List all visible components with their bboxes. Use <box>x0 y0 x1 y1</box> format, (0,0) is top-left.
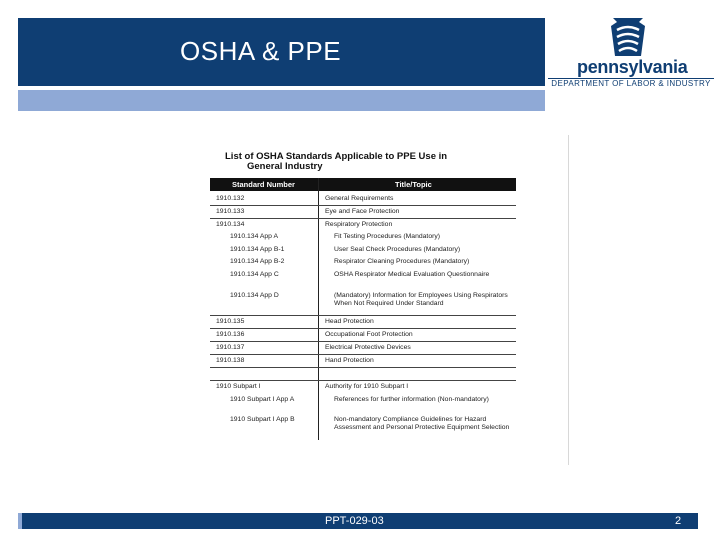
keystone-icon <box>609 16 647 58</box>
document-title-line-2: General Industry <box>247 161 323 172</box>
row-rule <box>210 328 516 329</box>
standard-topic: Eye and Face Protection <box>325 208 400 215</box>
row-rule <box>210 354 516 355</box>
standard-topic: OSHA Respirator Medical Evaluation Questionnaire <box>334 271 490 278</box>
footer-code: PPT-029-03 <box>325 515 384 527</box>
standard-topic: User Seal Check Procedures (Mandatory) <box>334 246 461 253</box>
title-accent-bar <box>18 90 545 111</box>
standard-topic: Hand Protection <box>325 357 374 364</box>
row-rule <box>210 218 516 219</box>
standard-topic: Electrical Protective Devices <box>325 344 411 351</box>
standard-number: 1910.134 App D <box>230 292 279 299</box>
standard-topic: General Requirements <box>325 195 394 202</box>
page-number: 2 <box>675 515 682 527</box>
scan-edge <box>568 135 569 465</box>
table-header <box>210 178 516 191</box>
standard-number: 1910.134 App C <box>230 271 279 278</box>
standard-number: 1910.138 <box>216 357 245 364</box>
standard-topic: References for further information (Non-mandatory) <box>334 396 489 403</box>
row-rule <box>210 341 516 342</box>
slide-title: OSHA & PPE <box>180 36 342 66</box>
standard-number: 1910.134 App B-2 <box>230 258 285 265</box>
row-rule <box>210 205 516 206</box>
standard-number: 1910 Subpart I App A <box>230 396 295 403</box>
standard-topic: Non-mandatory Compliance Guidelines for Hazard Assessment and Personal Protective Equipment Selection <box>334 416 510 431</box>
standard-topic: Head Protection <box>325 318 374 325</box>
standard-number: 1910.134 App A <box>230 233 279 240</box>
standard-number: 1910.136 <box>216 331 245 338</box>
standard-topic: Occupational Foot Protection <box>325 331 413 338</box>
header-standard-number: Standard Number <box>232 180 295 189</box>
standard-topic: Respiratory Protection <box>325 221 393 228</box>
logo-wordmark: pennsylvania <box>577 57 688 77</box>
standard-number: 1910.133 <box>216 208 245 215</box>
standard-number: 1910.135 <box>216 318 245 325</box>
standard-topic: Authority for 1910 Subpart I <box>325 383 409 390</box>
document-title <box>225 152 525 172</box>
standard-number: 1910.137 <box>216 344 245 351</box>
standard-topic: Respirator Cleaning Procedures (Mandatory) <box>334 258 470 265</box>
row-rule <box>210 380 516 381</box>
document-title-line-1: List of OSHA Standards Applicable to PPE Use in <box>225 151 448 162</box>
standard-number: 1910.134 <box>216 221 245 228</box>
row-rule <box>210 315 516 316</box>
row-rule <box>210 367 516 368</box>
standard-topic: Fit Testing Procedures (Mandatory) <box>334 233 441 240</box>
header-title-topic: Title/Topic <box>395 180 432 189</box>
logo-department: DEPARTMENT OF LABOR & INDUSTRY <box>551 79 711 88</box>
standard-number: 1910.134 App B-1 <box>230 246 285 253</box>
standard-number: 1910 Subpart I <box>216 383 261 390</box>
footer-accent <box>18 513 22 529</box>
standard-topic: (Mandatory) Information for Employees Using Respirators When Not Required Under Standard <box>334 292 508 307</box>
standard-number: 1910 Subpart I App B <box>230 416 295 423</box>
standard-number: 1910.132 <box>216 195 245 202</box>
